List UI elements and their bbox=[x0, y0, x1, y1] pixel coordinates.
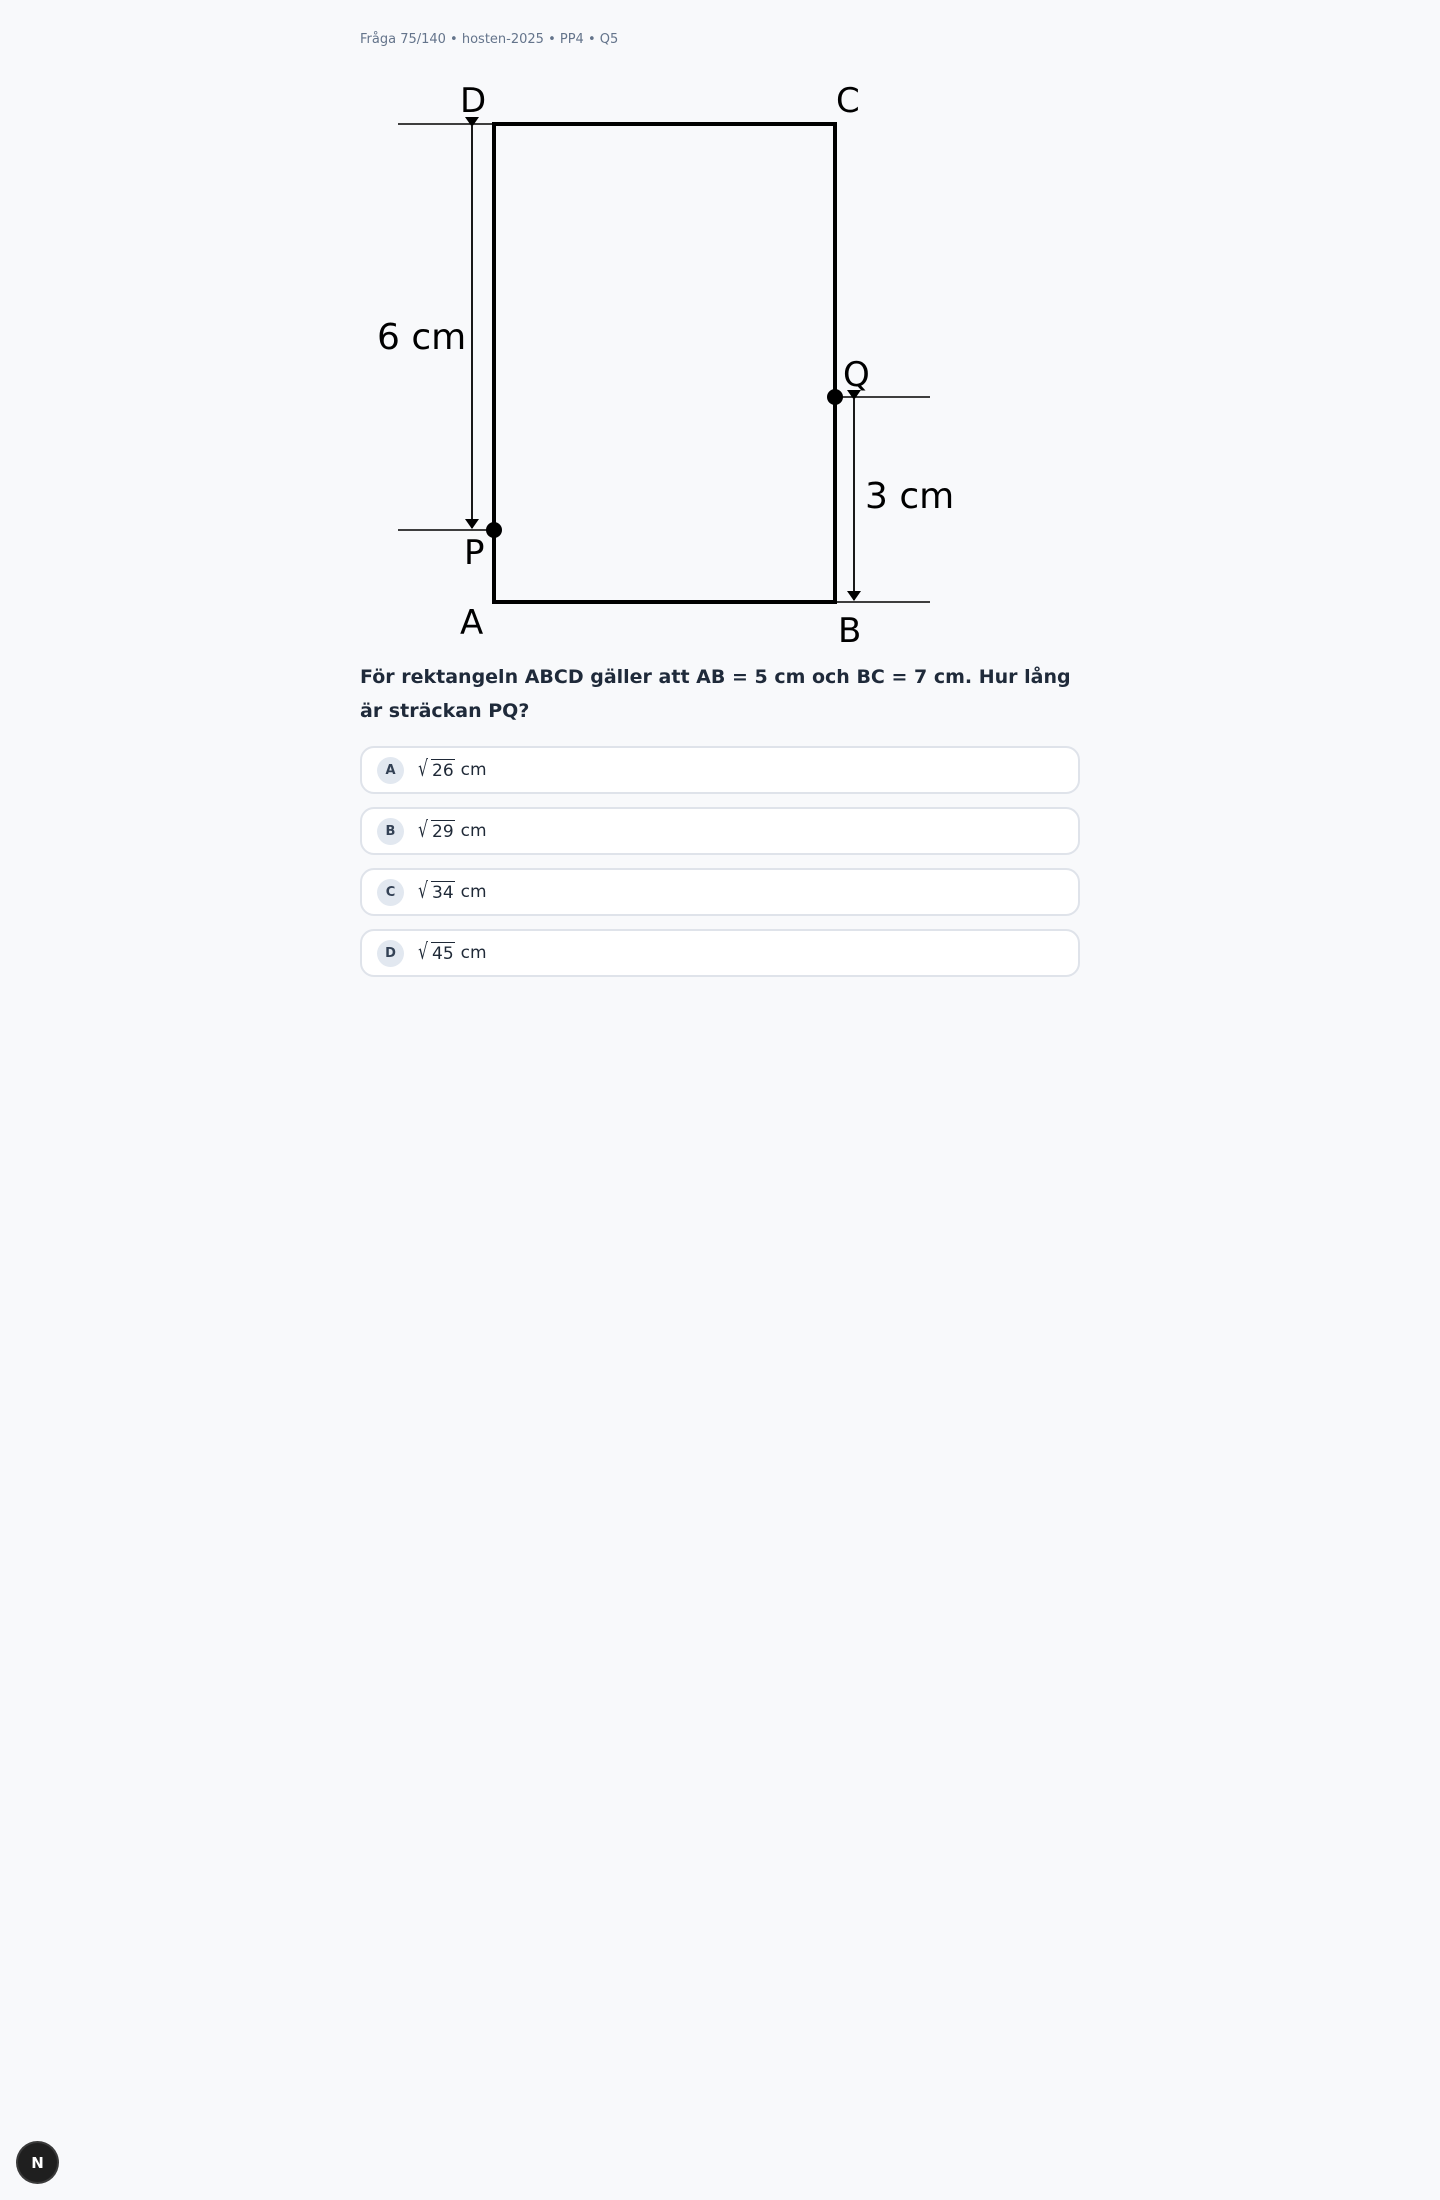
sqrt-symbol: √ 45 bbox=[418, 940, 454, 965]
sqrt-symbol: √ 29 bbox=[418, 818, 454, 843]
app-logo-button[interactable]: N bbox=[18, 2143, 57, 2182]
point-p bbox=[486, 522, 502, 538]
option-a-badge: A bbox=[377, 757, 404, 784]
dimension-label-left: 6 cm bbox=[377, 317, 467, 358]
option-a-answer bbox=[416, 759, 487, 781]
answer-options bbox=[360, 746, 1080, 990]
dimension-label-right: 3 cm bbox=[865, 476, 955, 517]
question-text: För rektangeln ABCD gäller att AB = 5 cm och BC = 7 cm. Hur lång är sträckan PQ? bbox=[360, 666, 1071, 722]
option-d-badge: D bbox=[377, 940, 404, 967]
option-d-unit: cm bbox=[460, 943, 487, 963]
option-b-badge: B bbox=[377, 818, 404, 845]
label-b: B bbox=[838, 611, 862, 642]
option-b[interactable] bbox=[360, 807, 1080, 855]
label-d: D bbox=[460, 81, 487, 121]
label-p: P bbox=[464, 533, 485, 573]
question-meta: Fråga 75/140 • hosten-2025 • PP4 • Q5 bbox=[360, 32, 619, 47]
option-b-answer bbox=[416, 820, 487, 842]
sqrt-symbol: √ 34 bbox=[418, 879, 454, 904]
point-q bbox=[827, 389, 843, 405]
sqrt-symbol: √ 26 bbox=[418, 757, 454, 782]
geometry-figure bbox=[360, 72, 960, 642]
option-c-unit: cm bbox=[460, 882, 487, 902]
option-a-radicand: 26 bbox=[432, 761, 454, 781]
label-c: C bbox=[836, 81, 860, 121]
option-c-badge: C bbox=[377, 879, 404, 906]
option-c-radicand: 34 bbox=[432, 883, 454, 903]
option-c-answer bbox=[416, 881, 487, 903]
option-b-unit: cm bbox=[460, 821, 487, 841]
option-c[interactable] bbox=[360, 868, 1080, 916]
label-q: Q bbox=[843, 355, 870, 395]
option-d[interactable] bbox=[360, 929, 1080, 977]
option-a[interactable] bbox=[360, 746, 1080, 794]
label-a: A bbox=[460, 603, 484, 642]
option-d-radicand: 45 bbox=[432, 944, 454, 964]
option-b-radicand: 29 bbox=[432, 822, 454, 842]
option-a-unit: cm bbox=[460, 760, 487, 780]
rectangle-abcd bbox=[494, 124, 835, 602]
option-d-answer bbox=[416, 942, 487, 964]
